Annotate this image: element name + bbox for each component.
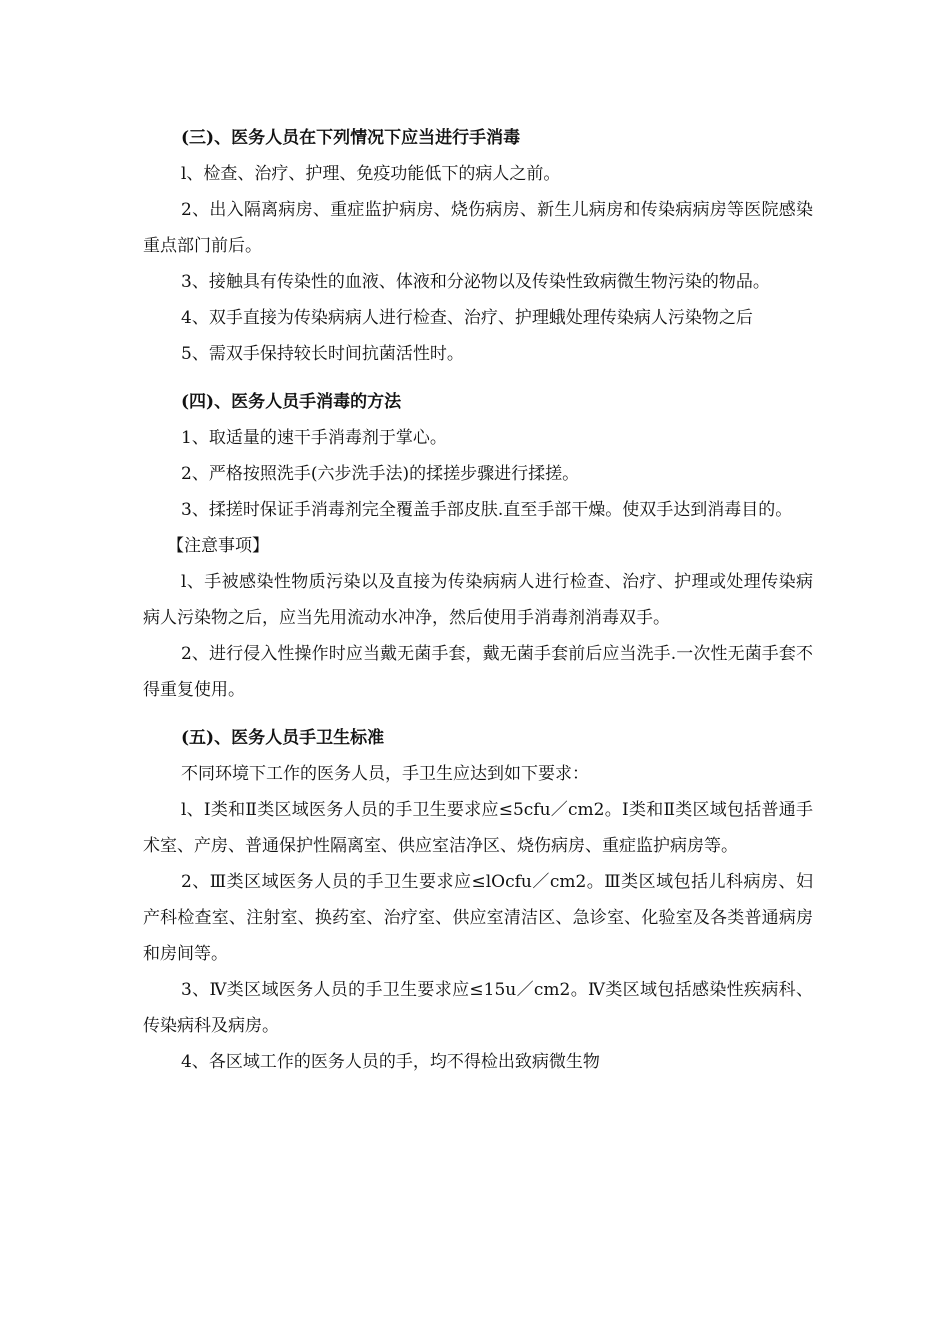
list-item: 5、需双手保持较长时间抗菌活性时。 bbox=[181, 344, 464, 364]
section-heading-hand-disinfection-situations: (三)、医务人员在下列情况下应当进行手消毒 bbox=[181, 128, 521, 148]
list-item: 3、揉搓时保证手消毒剂完全覆盖手部皮肤.直至手部干燥。使双手达到消毒目的。 bbox=[181, 500, 793, 520]
list-item: 3、接触具有传染性的血液、体液和分泌物以及传染性致病微生物污染的物品。 bbox=[181, 272, 770, 292]
list-item: 2、Ⅲ类区域医务人员的手卫生要求应≤lOcfu／cm2。Ⅲ类区域包括儿科病房、妇产科检查室、注射室、换药室、治疗室、供应室清洁区、急诊室、化验室及各类普通病房和房间等。 bbox=[143, 872, 813, 964]
list-item: l、Ⅰ类和Ⅱ类区域医务人员的手卫生要求应≤5cfu／cm2。Ⅰ类和Ⅱ类区域包括普通手术室、产房、普通保护性隔离室、供应室洁净区、烧伤病房、重症监护病房等。 bbox=[143, 800, 813, 856]
section-gap bbox=[143, 372, 813, 384]
section-heading-hand-disinfection-method: (四)、医务人员手消毒的方法 bbox=[181, 392, 402, 412]
list-item: 3、Ⅳ类区域医务人员的手卫生要求应≤15u／cm2。Ⅳ类区域包括感染性疾病科、传染病科及病房。 bbox=[143, 980, 813, 1036]
list-item: 4、各区域工作的医务人员的手，均不得检出致病微生物 bbox=[181, 1052, 600, 1072]
list-item: 1、取适量的速干手消毒剂于掌心。 bbox=[181, 428, 447, 448]
document-body bbox=[143, 120, 813, 1080]
list-item: 2、出入隔离病房、重症监护病房、烧伤病房、新生儿病房和传染病病房等医院感染重点部门前后。 bbox=[143, 200, 813, 256]
list-item: 4、双手直接为传染病病人进行检查、治疗、护理蛾处理传染病人污染物之后 bbox=[181, 308, 753, 328]
section-intro: 不同环境下工作的医务人员，手卫生应达到如下要求： bbox=[181, 764, 589, 784]
list-item: l、手被感染性物质污染以及直接为传染病病人进行检查、治疗、护理或处理传染病病人污染物之后，应当先用流动水冲净，然后使用手消毒剂消毒双手。 bbox=[143, 572, 813, 628]
section-heading-hand-hygiene-standard: (五)、医务人员手卫生标准 bbox=[181, 728, 385, 748]
list-item: l、检查、治疗、护理、免疫功能低下的病人之前。 bbox=[181, 164, 561, 184]
section-gap bbox=[143, 708, 813, 720]
list-item: 2、进行侵入性操作时应当戴无菌手套，戴无菌手套前后应当洗手.一次性无菌手套不得重复使用。 bbox=[143, 644, 813, 700]
notice-heading: 【注意事项】 bbox=[167, 536, 269, 556]
list-item: 2、严格按照洗手(六步洗手法)的揉搓步骤进行揉搓。 bbox=[181, 464, 580, 484]
